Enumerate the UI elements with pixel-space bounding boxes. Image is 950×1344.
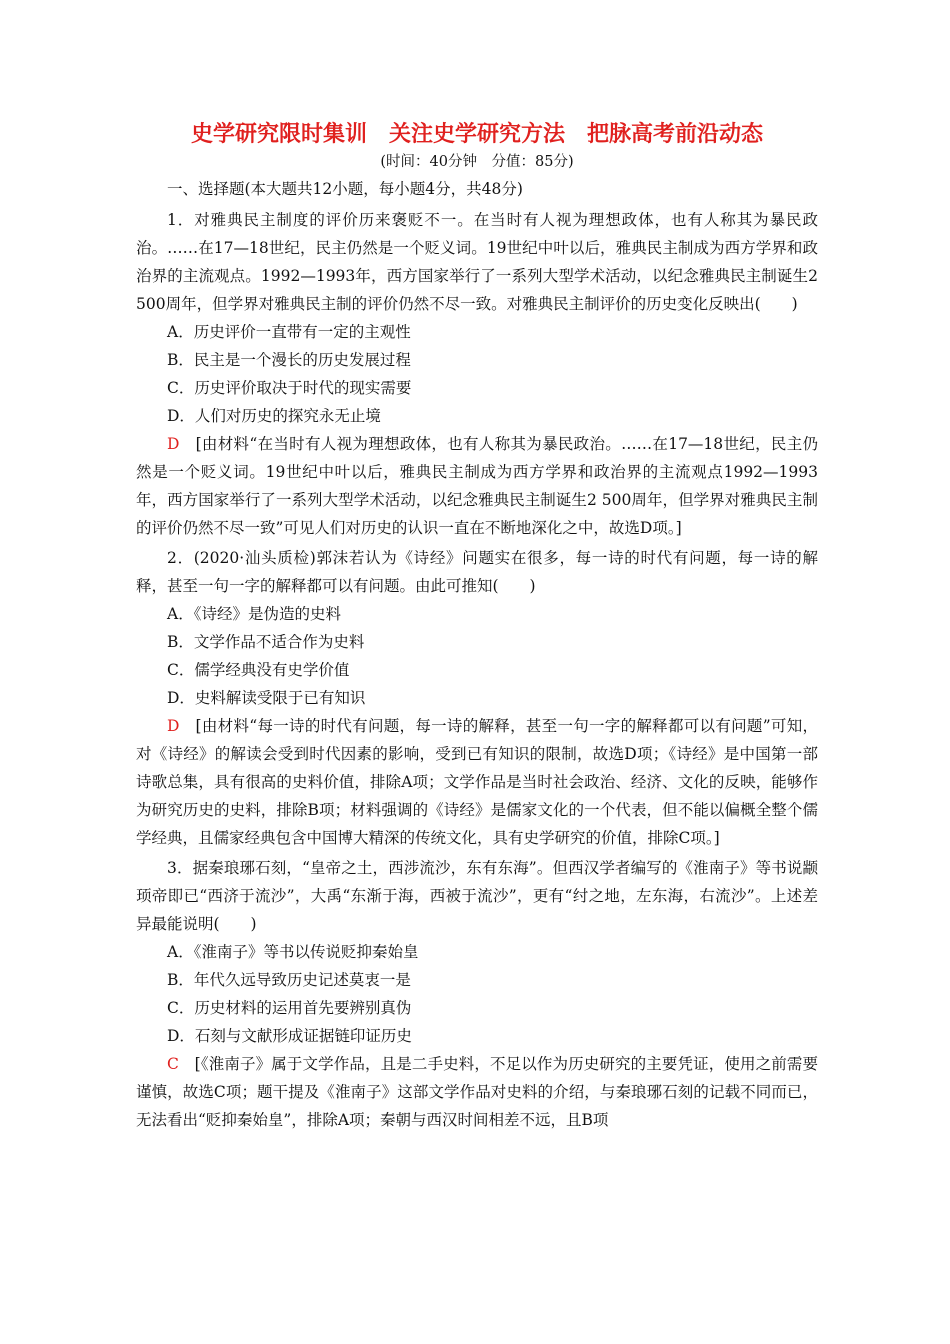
question-1 xyxy=(136,206,818,542)
option-a: A．历史评价一直带有一定的主观性 xyxy=(167,323,411,341)
option-d: D．石刻与文献形成证据链印证历史 xyxy=(167,1027,412,1045)
question-3 xyxy=(136,854,818,1134)
answer-explanation xyxy=(136,430,818,542)
answer-text: [由材料“在当时有人视为理想政体，也有人称其为暴民政治。……在17—18世纪，民主仍然是一个贬义词。19世纪中叶以后，雅典民主制成为西方学界和政治界的主流观点1992—1993年，西方国家举行了一系列大型学术活动，以纪念雅典民主制诞生2 500周年，但学界对雅典民主制的评价仍然不尽一致”可见人们对历史的认识一直在不断地深化之中，故选D项。] xyxy=(136,435,818,537)
option-a: A．《淮南子》等书以传说贬抑秦始皇 xyxy=(167,943,419,961)
option-d: D．人们对历史的探究永无止境 xyxy=(167,407,381,425)
answer-explanation xyxy=(136,1050,818,1134)
answer-text: [由材料“每一诗的时代有问题，每一诗的解释，甚至一句一字的解释都可以有问题”可知，对《诗经》的解读会受到时代因素的影响，受到已有知识的限制，故选D项；《诗经》是中国第一部诗歌总集，具有很高的史料价值，排除A项；文学作品是当时社会政治、经济、文化的反映，能够作为研究历史的史料，排除B项；材料强调的《诗经》是儒家文化的一个代表，但不能以偏概全整个儒学经典，且儒家经典包含中国博大精深的传统文化，具有史学研究的价值，排除C项。] xyxy=(136,717,818,847)
question-stem: 1．对雅典民主制度的评价历来褒贬不一。在当时有人视为理想政体，也有人称其为暴民政治。……在17—18世纪，民主仍然是一个贬义词。19世纪中叶以后，雅典民主制成为西方学界和政治界的主流观点。1992—1993年，西方国家举行了一系列大型学术活动，以纪念雅典民主制诞生2 500周年，但学界对雅典民主制的评价仍然不尽一致。对雅典民主制评价的历史变化反映出( ) xyxy=(136,211,818,313)
answer-letter: D xyxy=(167,435,180,453)
document-page xyxy=(136,118,818,1134)
question-stem: 3．据秦琅琊石刻，“皇帝之土，西涉流沙，东有东海”。但西汉学者编写的《淮南子》等书说颛顼帝即已“西济于流沙”，大禹“东渐于海，西被于流沙”，更有“纣之地，左东海，右流沙”。上述差异最能说明( ) xyxy=(136,859,818,933)
option-d: D．史料解读受限于已有知识 xyxy=(167,689,366,707)
option-c: C．历史评价取决于时代的现实需要 xyxy=(167,379,412,397)
answer-text: [《淮南子》属于文学作品，且是二手史料，不足以作为历史研究的主要凭证，使用之前需要谨慎，故选C项；题干提及《淮南子》这部文学作品对史料的介绍，与秦琅琊石刻的记载不同而已，无法看出“贬抑秦始皇”，排除A项；秦朝与西汉时间相差不远，且B项 xyxy=(136,1055,818,1129)
option-b: B．民主是一个漫长的历史发展过程 xyxy=(167,351,411,369)
option-a: A．《诗经》是伪造的史料 xyxy=(167,605,341,623)
option-c: C．历史材料的运用首先要辨别真伪 xyxy=(167,999,412,1017)
option-b: B．年代久远导致历史记述莫衷一是 xyxy=(167,971,411,989)
question-2 xyxy=(136,544,818,852)
page-subtitle: (时间：40分钟 分值：85分) xyxy=(380,154,574,170)
answer-letter: D xyxy=(167,717,180,735)
answer-explanation xyxy=(136,712,818,852)
option-c: C．儒学经典没有史学价值 xyxy=(167,661,350,679)
page-title: 史学研究限时集训 关注史学研究方法 把脉高考前沿动态 xyxy=(190,121,763,147)
option-b: B．文学作品不适合作为史料 xyxy=(167,633,365,651)
section-heading: 一、选择题(本大题共12小题，每小题4分，共48分) xyxy=(167,180,523,198)
question-stem: 2．(2020·汕头质检)郭沫若认为《诗经》问题实在很多，每一诗的时代有问题，每一诗的解释，甚至一句一字的解释都可以有问题。由此可推知( ) xyxy=(136,549,818,595)
answer-letter: C xyxy=(167,1055,179,1073)
